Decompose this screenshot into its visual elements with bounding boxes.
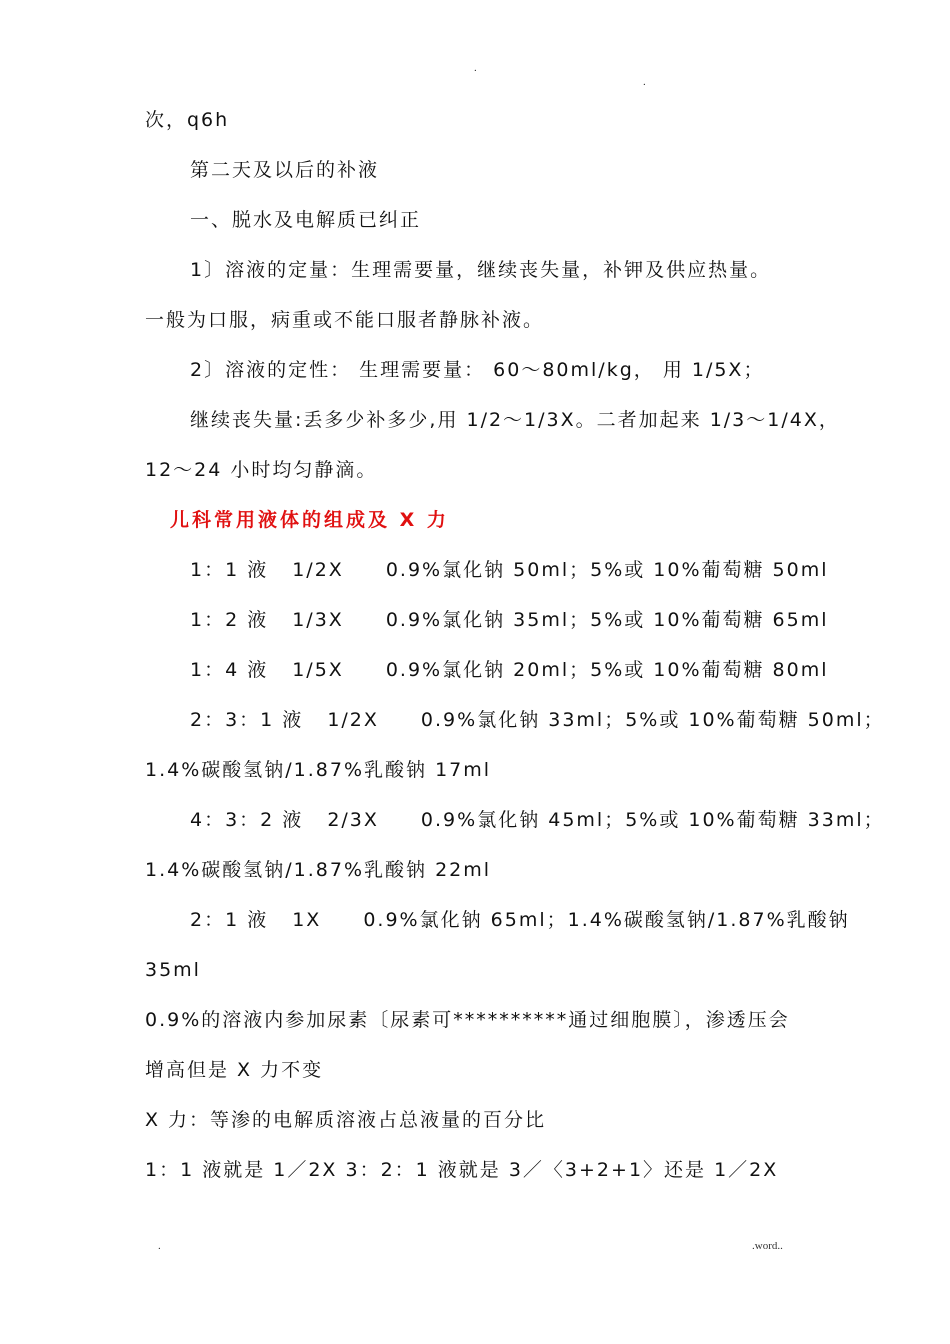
fluid-row-continued: 1.4%碳酸氢钠/1.87%乳酸钠 22ml <box>145 859 492 881</box>
fluid-composition: 0.9%氯化钠 50ml；5%或 10%葡萄糖 50ml <box>385 559 829 581</box>
example-line: 1：1 液就是 1／2X 3：2：1 液就是 3／〈3+2+1〉还是 1／2X <box>145 1159 779 1181</box>
fluid-row-continued: 1.4%碳酸氢钠/1.87%乳酸钠 17ml <box>145 759 492 781</box>
note-line: 增高但是 X 力不变 <box>145 1059 324 1081</box>
fluid-row <box>190 608 829 632</box>
footer-mark-left: . <box>158 1240 161 1252</box>
fluid-ratio: 1：1 液 <box>190 559 269 581</box>
text-line: 12～24 小时均匀静滴。 <box>145 459 378 481</box>
fluid-composition: 0.9%氯化钠 20ml；5%或 10%葡萄糖 80ml <box>385 659 829 681</box>
fluid-row <box>190 658 829 682</box>
fluid-composition: 0.9%氯化钠 65ml；1.4%碳酸氢钠/1.87%乳酸钠 <box>363 909 850 931</box>
text-line: 一般为口服，病重或不能口服者静脉补液。 <box>145 309 545 331</box>
fluid-composition: 0.9%氯化钠 45ml；5%或 10%葡萄糖 33ml； <box>420 809 885 831</box>
note-line: 0.9%的溶液内参加尿素〔尿素可**********通过细胞膜〕，渗透压会 <box>145 1009 790 1031</box>
section-heading: 第二天及以后的补液 <box>190 159 380 181</box>
text-line: 继续丧失量:丢多少补多少,用 1/2～1/3X。二者加起来 1/3～1/4X， <box>190 409 840 431</box>
table-title: 儿科常用液体的组成及 X 力 <box>170 509 449 531</box>
fluid-row <box>190 808 885 832</box>
fluid-row <box>190 558 829 582</box>
footer-mark-right: .word.. <box>752 1240 783 1252</box>
fluid-tonicity: 1/2X <box>327 709 379 731</box>
fluid-ratio: 1：4 液 <box>190 659 269 681</box>
fluid-ratio: 1：2 液 <box>190 609 269 631</box>
fluid-tonicity: 1X <box>292 909 322 931</box>
fluid-tonicity: 2/3X <box>327 809 379 831</box>
header-mark-left: . <box>474 62 477 74</box>
fluid-tonicity: 1/2X <box>292 559 344 581</box>
fluid-composition: 0.9%氯化钠 35ml；5%或 10%葡萄糖 65ml <box>385 609 829 631</box>
fluid-row <box>190 908 850 932</box>
text-line: 1〕溶液的定量：生理需要量，继续丧失量，补钾及供应热量。 <box>190 259 772 281</box>
fluid-ratio: 2：3：1 液 <box>190 709 304 731</box>
header-mark-right: . <box>643 76 646 88</box>
fluid-row-continued: 35ml <box>145 959 201 981</box>
fluid-ratio: 2：1 液 <box>190 909 269 931</box>
fluid-ratio: 4：3：2 液 <box>190 809 304 831</box>
subsection-heading: 一、脱水及电解质已纠正 <box>190 209 422 231</box>
fluid-composition: 0.9%氯化钠 33ml；5%或 10%葡萄糖 50ml； <box>420 709 885 731</box>
fluid-tonicity: 1/5X <box>292 659 344 681</box>
text-line: 2〕溶液的定性： 生理需要量： 60～80ml/kg， 用 1/5X； <box>190 359 765 381</box>
fluid-tonicity: 1/3X <box>292 609 344 631</box>
definition-line: X 力：等渗的电解质溶液占总液量的百分比 <box>145 1109 547 1131</box>
text-line: 次，q6h <box>145 109 230 131</box>
fluid-row <box>190 708 885 732</box>
